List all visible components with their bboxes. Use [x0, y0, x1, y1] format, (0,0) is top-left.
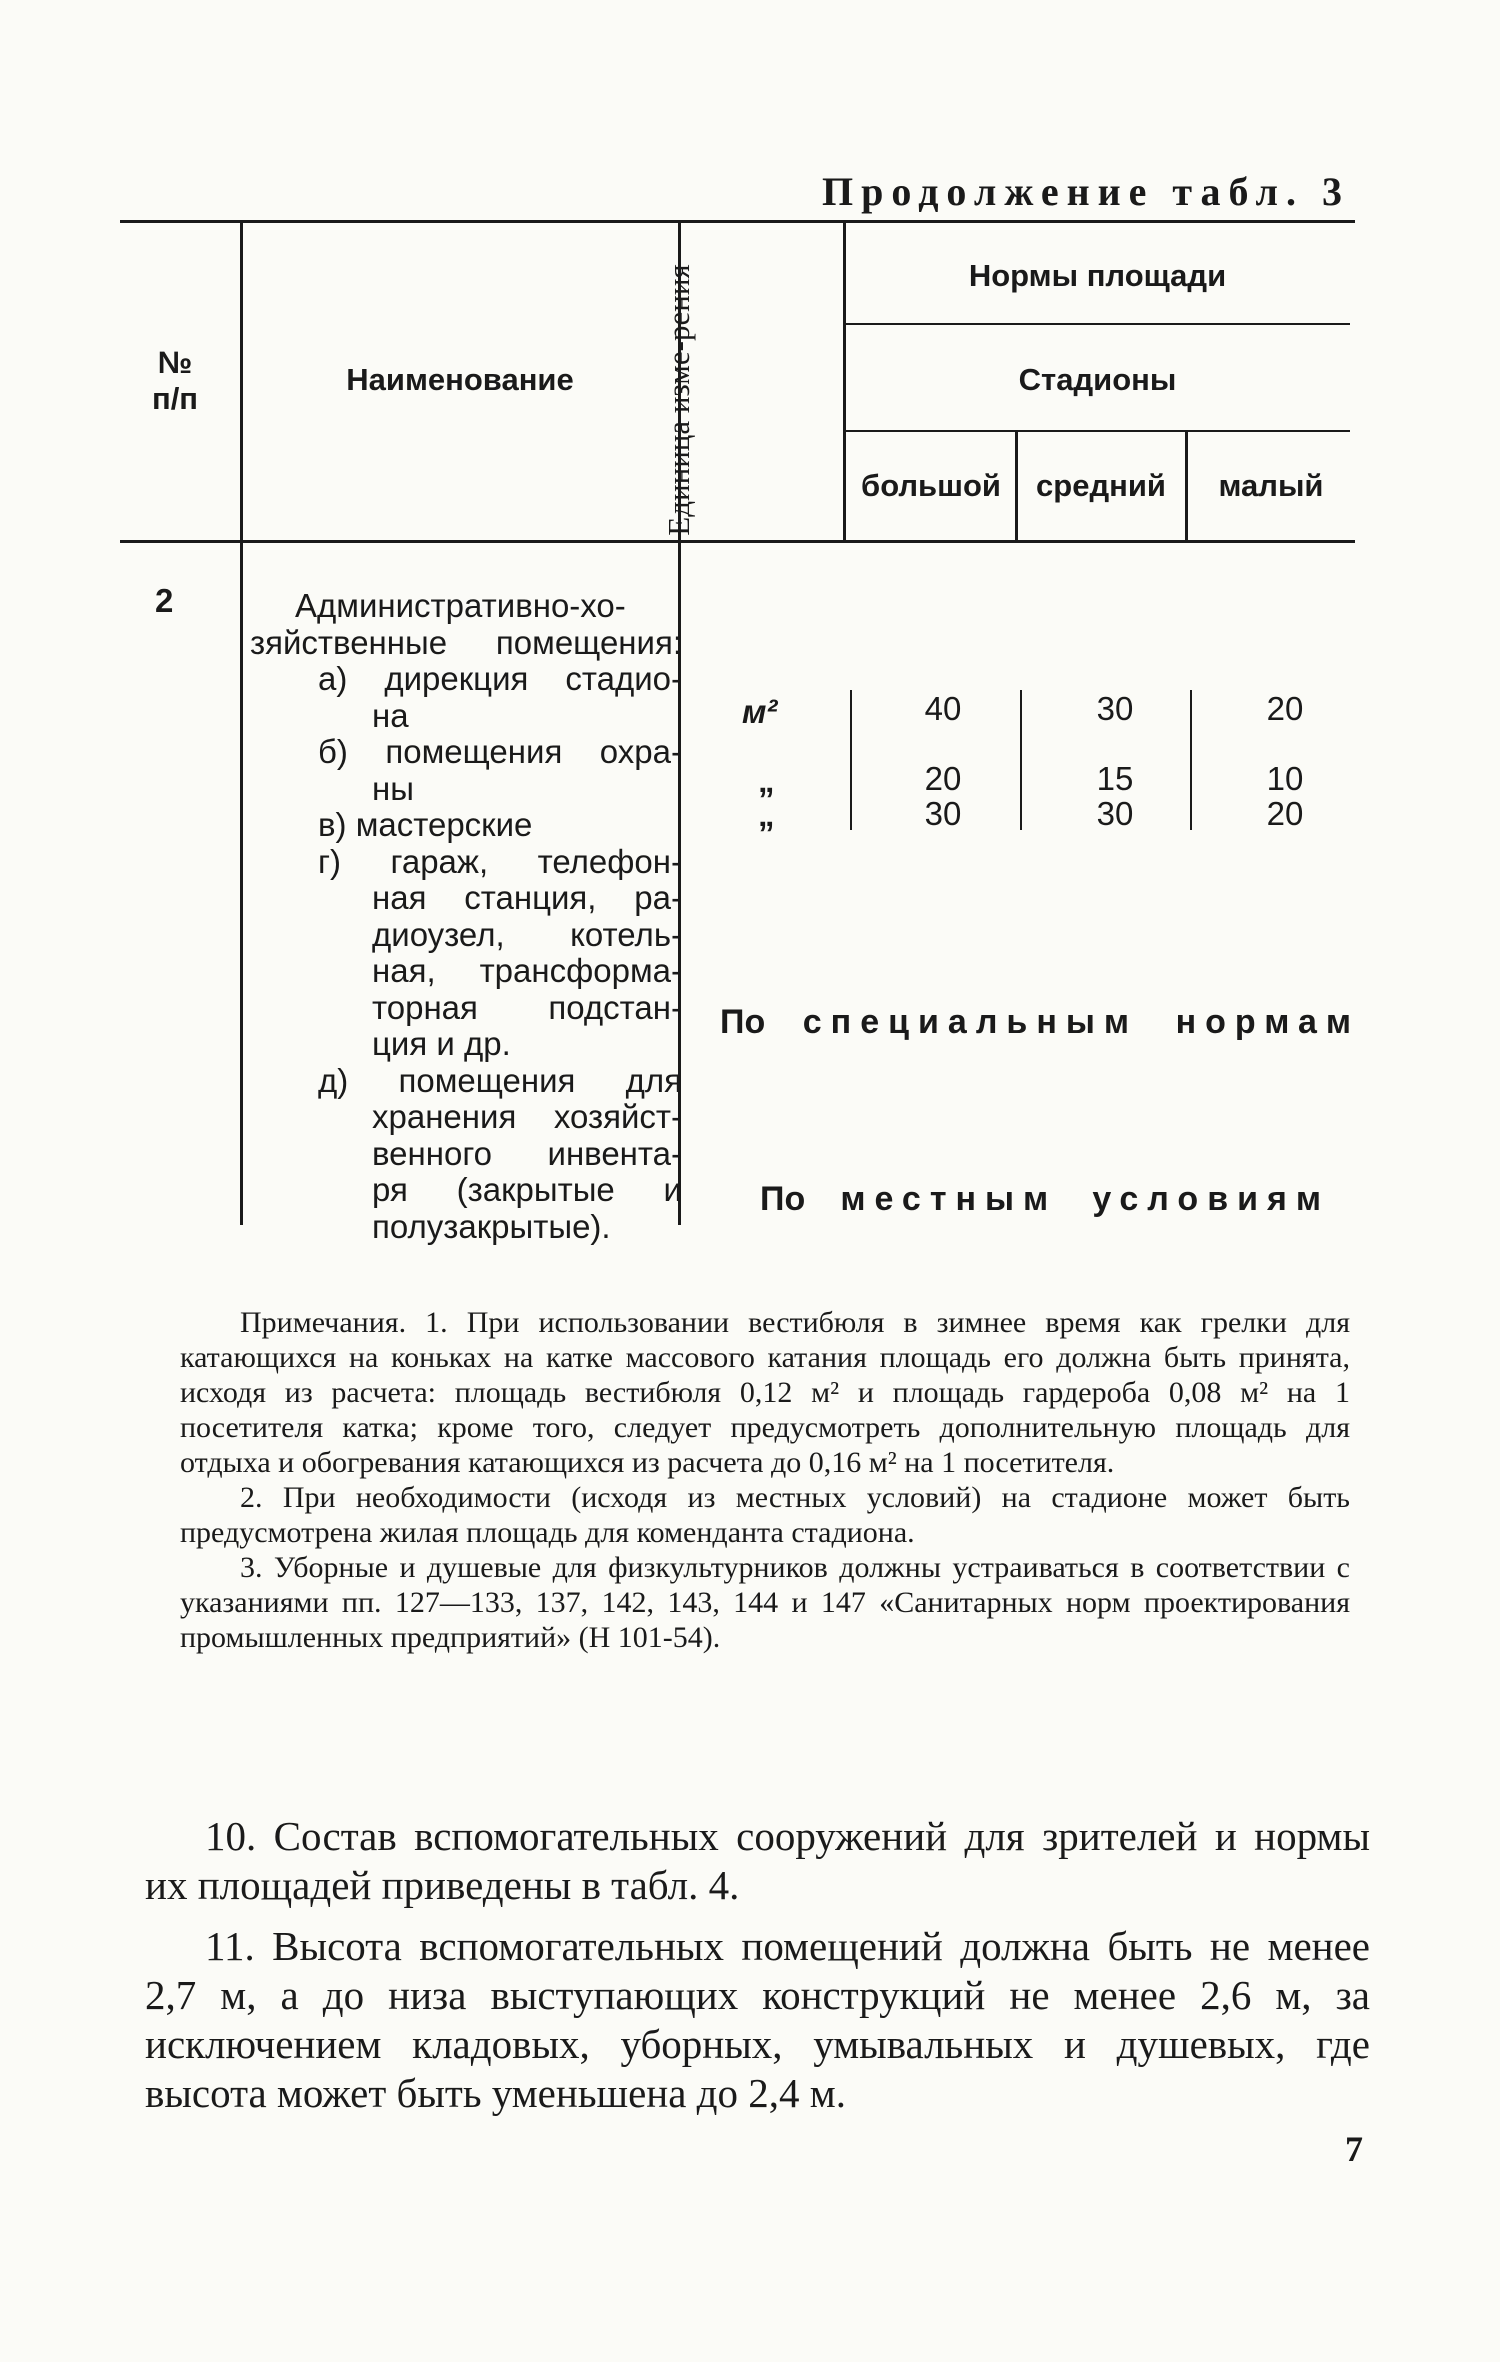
value-separator [1020, 690, 1022, 830]
col-num-header: № п/п [151, 345, 199, 416]
item-line: в) мастерские [318, 806, 533, 843]
item-line: диоузел, котель- [372, 915, 682, 953]
page-number: 7 [1345, 2129, 1363, 2169]
table-notes [180, 1305, 1350, 1655]
sub-header-big: большой [861, 468, 1001, 503]
local-word: По [760, 1180, 806, 1218]
unit-cell: м² [742, 693, 778, 730]
sub-header-mid: средний [1036, 468, 1166, 503]
item-line: ная, трансформа- [372, 952, 682, 989]
item-line: ря (закрытые и [372, 1171, 682, 1208]
local-word: условиям [1092, 1180, 1330, 1218]
value-small: 10 [1266, 760, 1304, 797]
unit-cell: „ [758, 796, 775, 833]
item-line: ция и др. [372, 1025, 511, 1062]
item-line: ная станция, ра- [372, 879, 682, 916]
value-big: 40 [924, 690, 962, 727]
special-norms-note [720, 1003, 1360, 1042]
item-line: а) дирекция стадио- [318, 660, 682, 697]
value-big: 30 [924, 795, 962, 832]
col-unit-header: Единица изме-рения [661, 264, 696, 536]
unit-cell: „ [758, 762, 775, 799]
table-continuation-label: Продолжение табл. 3 [821, 169, 1350, 214]
header-bottom-rule [120, 540, 1355, 543]
stadiums-header: Стадионы [1018, 362, 1177, 397]
item-line: венного инвента- [372, 1134, 682, 1172]
paragraph-10: 10. Состав вспомогательных сооружений для зрителей и нормы их площадей приведены в табл. 4. [145, 1813, 1370, 1908]
item-line: зяйственные помещения: [250, 623, 682, 661]
value-mid: 30 [1096, 795, 1134, 832]
sub-header-small: малый [1218, 468, 1324, 503]
item-line: полузакрытые). [372, 1207, 611, 1245]
local-word: местным [840, 1180, 1058, 1218]
norms-subrule [845, 323, 1350, 325]
special-word: нормам [1175, 1003, 1360, 1041]
item-line: ны [372, 769, 414, 807]
value-separator [1190, 690, 1192, 830]
col-divider-1 [240, 223, 243, 1225]
value-mid: 30 [1096, 690, 1134, 727]
item-description [250, 588, 682, 1245]
item-line: б) помещения охра- [318, 733, 682, 770]
value-small: 20 [1266, 795, 1304, 832]
norms-header: Нормы площади [968, 258, 1227, 293]
item-line: г) гараж, телефон- [318, 842, 682, 880]
special-word: По [720, 1003, 766, 1041]
stadiums-subrule [845, 430, 1350, 432]
value-big: 20 [924, 760, 962, 797]
body-text [145, 1812, 1370, 2130]
row-number: 2 [155, 582, 174, 619]
note-2: 2. При необходимости (исходя из местных условий) на стадионе может быть предусмотрена жилая площадь для коменданта стадиона. [180, 1481, 1350, 1549]
local-conditions-note [760, 1180, 1330, 1219]
value-separator [850, 690, 852, 830]
note-3: 3. Уборные и душевые для физкультурников должны устраиваться в соответствии с указаниями пп. 127—133, 137, 142, 143, 144 и 147 «Санитарных норм проектирования промышленных предприятий» (Н 101-54). [180, 1551, 1350, 1654]
paragraph-11: 11. Высота вспомогательных помещений должна быть не менее 2,7 м, а до низа выступающих конструкций не менее 2,6 м, за исключением кладовых, уборных, умывальных и душевых, где высота может быть уменьшена до 2,4 м. [145, 1923, 1370, 2116]
item-line: хранения хозяйст- [372, 1098, 682, 1135]
note-1: Примечания. 1. При использовании вестибюля в зимнее время как грелки для катающихся на коньках на катке массового катания площадь его должна быть принята, исходя из расчета: площадь вестибюля 0,12 м² и площадь гардероба 0,08 м² на 1 посетителя катка; кроме того, следует предусмотреть дополнительную площадь для отдыха и обогревания катающихся из расчета до 0,16 м² на 1 посетителя. [180, 1306, 1350, 1479]
table-top-rule [120, 220, 1355, 223]
special-word: специальным [802, 1003, 1139, 1041]
value-mid: 15 [1096, 760, 1134, 797]
item-line: торная подстан- [372, 988, 682, 1026]
item-line: д) помещения для [318, 1061, 682, 1099]
item-line: Административно-хо- [295, 587, 626, 624]
value-small: 20 [1266, 690, 1304, 727]
col-name-header: Наименование [346, 362, 574, 397]
item-line: на [372, 696, 409, 734]
